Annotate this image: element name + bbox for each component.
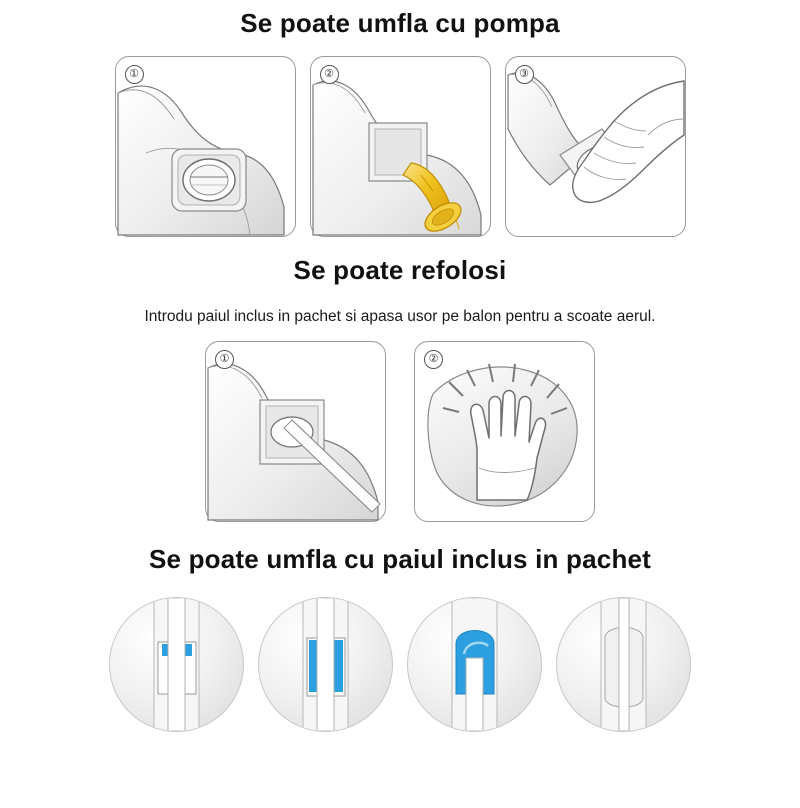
panel-straw-insert bbox=[205, 341, 386, 522]
panel-pump-nozzle bbox=[310, 56, 491, 237]
step-badge: ① bbox=[215, 350, 234, 369]
step-badge: ② bbox=[320, 65, 339, 84]
panel-row-pump bbox=[0, 56, 800, 237]
panel-hand-squeeze bbox=[414, 341, 595, 522]
circle-straw-step-4 bbox=[556, 597, 691, 732]
hand-squeeze-illustration bbox=[415, 342, 594, 521]
valve-closeup-illustration bbox=[116, 57, 295, 236]
section-heading-straw: Se poate umfla cu paiul inclus in pachet bbox=[148, 544, 652, 575]
circle-straw-step-1 bbox=[109, 597, 244, 732]
section-subtext-reusable: Introdu paiul inclus in pachet si apasa usor pe balon pentru a scoate aerul. bbox=[144, 307, 656, 325]
section-heading-reusable: Se poate refolosi bbox=[293, 255, 507, 286]
circle-straw-step-2 bbox=[258, 597, 393, 732]
panel-valve-closeup bbox=[115, 56, 296, 237]
straw-step-3-illustration bbox=[408, 598, 541, 731]
panel-row-reusable bbox=[0, 341, 800, 522]
section-heading-pump: Se poate umfla cu pompa bbox=[240, 8, 560, 38]
step-badge: ① bbox=[125, 65, 144, 84]
hand-press-illustration bbox=[506, 57, 685, 236]
straw-insert-illustration bbox=[206, 342, 385, 521]
panel-hand-press bbox=[505, 56, 686, 237]
straw-step-2-illustration bbox=[259, 598, 392, 731]
straw-step-1-illustration bbox=[110, 598, 243, 731]
step-badge: ② bbox=[424, 350, 443, 369]
instruction-infographic bbox=[0, 8, 800, 808]
pump-nozzle-illustration bbox=[311, 57, 490, 236]
step-circle-row bbox=[0, 597, 800, 732]
straw-step-4-illustration bbox=[557, 598, 690, 731]
step-badge: ③ bbox=[515, 65, 534, 84]
circle-straw-step-3 bbox=[407, 597, 542, 732]
